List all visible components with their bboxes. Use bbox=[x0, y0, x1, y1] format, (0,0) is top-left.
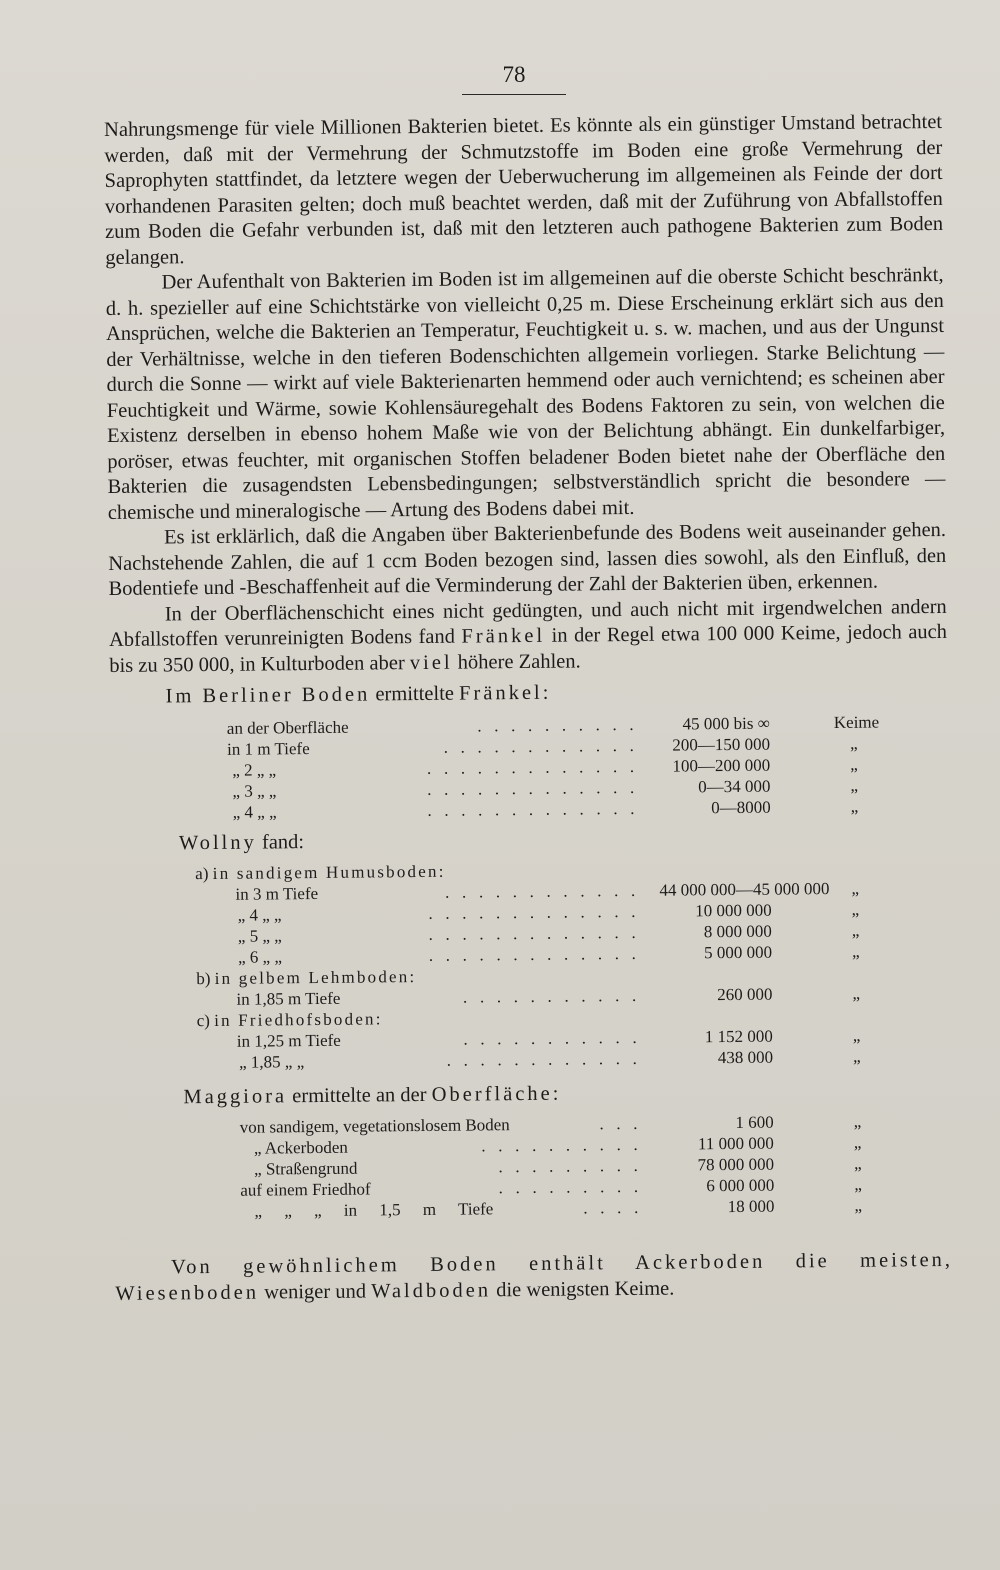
row-dots: . . . . . . . . . . . . bbox=[446, 1048, 642, 1070]
row-value: 100—200 000 bbox=[672, 755, 771, 776]
berlin-heading-a: Im Berliner Boden bbox=[165, 683, 371, 708]
row-dots: . . . . . . . . . . . . . bbox=[428, 901, 640, 923]
row-value: 1 600 bbox=[735, 1112, 774, 1132]
row-value: 8 000 000 bbox=[703, 921, 772, 942]
paragraph-2: Der Aufenthalt von Bakterien im Boden ist im allgemeinen auf die oberste Schicht beschränkt, d. h. spezieller auf eine Schichtstärke von vielleicht 0,25 m. Diese Erscheinung erklärt sich aus den Ansprüchen, welche die Bakterien an Temperatur, Feuchtigkeit u. s. w. machen, und aus der Ungunst der Verhältnisse, welche in den tieferen Bodenschichten allgemein vorliegen. Starke Belichtung — durch die Sonne — wirkt auf viele Bakterienarten hemmend oder auch vernichtend; es scheinen aber Feuchtigkeit und Wärme, sowie Kohlensäuregehalt des Bodens Faktoren zu sein, von welchen die Existenz derselben in ebenso hohem Maße wie von der Belichtung abhängt. Ein dunkelfarbiger, poröser, etwas feuchter, mit organischen Stoffen beladener Boden bietet nahe der Oberfläche den Bakterien die zusagendsten Lebensbedingungen; selbstverständlich spricht die besondere — chemische und mineralogische — Artung des Bodens dabei mit. bbox=[105, 263, 946, 524]
row-unit: „ bbox=[850, 775, 859, 795]
row-value: 260 000 bbox=[717, 984, 773, 1005]
berlin-heading-c: Fränkel: bbox=[458, 681, 552, 705]
row-unit: „ bbox=[851, 941, 860, 961]
row-unit: „ bbox=[853, 1132, 862, 1152]
row-unit: „ bbox=[854, 1174, 862, 1194]
row-dots: . . . . . . . . . . . . . bbox=[426, 756, 639, 778]
row-label: „ 1,85 „ „ bbox=[238, 1052, 305, 1072]
row-dots: . . . . . . . . . . . . . bbox=[428, 943, 641, 965]
row-dots: . . . . . . . . . . . . . bbox=[428, 922, 640, 944]
berlin-table bbox=[110, 711, 949, 824]
row-dots: . . . . . . . . . . . . . bbox=[427, 777, 639, 799]
page-body bbox=[104, 110, 953, 1307]
maggiora-heading-mid: ermittelte an der bbox=[286, 1083, 432, 1108]
row-dots: . . . . . . . . . . . bbox=[463, 1027, 641, 1049]
row-label: „ 5 „ „ bbox=[237, 926, 282, 946]
group-letter: a) bbox=[195, 863, 213, 884]
row-label: in 1 m Tiefe bbox=[226, 739, 310, 759]
row-unit: „ bbox=[851, 899, 860, 919]
wollny-heading-rest: fand: bbox=[256, 831, 305, 854]
row-label: in 3 m Tiefe bbox=[235, 883, 319, 904]
row-label: „ Ackerboden bbox=[253, 1137, 348, 1158]
row-dots: . . . bbox=[599, 1113, 642, 1134]
group-letter: b) bbox=[196, 968, 215, 989]
row-dots: . . . . . . . . . . . bbox=[462, 985, 641, 1007]
row-label: in 1,85 m Tiefe bbox=[236, 988, 341, 1009]
row-dots: . . . . . . . . . . bbox=[477, 714, 638, 736]
row-label: „ 4 „ „ bbox=[237, 905, 282, 925]
wollny-table-a bbox=[111, 877, 950, 969]
row-label: an der Oberfläche bbox=[226, 717, 349, 738]
row-unit: „ bbox=[852, 983, 861, 1003]
row-dots: . . . . . . . . . bbox=[498, 1176, 643, 1198]
row-value: 1 152 000 bbox=[704, 1026, 773, 1047]
row-unit: „ bbox=[850, 754, 858, 774]
closing-text-c: Waldboden bbox=[371, 1279, 492, 1303]
maggiora-table bbox=[114, 1110, 953, 1223]
row-label: auf einem Friedhof bbox=[240, 1179, 371, 1200]
berlin-heading bbox=[109, 675, 947, 711]
p4-text-b: in der Regel etwa 100 000 Keime, jedoch auch bis zu 350 000, in Kulturboden aber bbox=[109, 620, 948, 677]
row-unit: „ bbox=[850, 796, 859, 816]
page-number: 78 bbox=[462, 62, 566, 95]
row-unit: „ bbox=[849, 733, 858, 753]
row-value: 438 000 bbox=[717, 1047, 774, 1068]
row-unit: „ bbox=[854, 1195, 863, 1215]
group-letter: c) bbox=[196, 1010, 215, 1031]
row-value: 6 000 000 bbox=[706, 1175, 775, 1196]
row-dots: . . . . . . . . . . bbox=[481, 1134, 642, 1156]
paragraph-3: Es ist erklärlich, daß die Angaben über Bakterienbefunde des Bodens weit auseinander gehen. Nachstehende Zahlen, die auf 1 ccm Boden bezogen sind, lassen dies sowohl, als den Einfluß, den Bodentiefe und -Beschaffenheit auf die Verminderung der Zahl der Bakterien üben, erkennen. bbox=[108, 518, 947, 600]
maggiora-heading bbox=[113, 1076, 951, 1112]
row-unit: Keime bbox=[833, 712, 880, 733]
row-dots: . . . . bbox=[583, 1197, 643, 1218]
row-value: 200—150 000 bbox=[672, 734, 771, 755]
closing-text-b: weniger und bbox=[258, 1280, 372, 1304]
row-dots: . . . . . . . . . . . . bbox=[443, 735, 639, 757]
row-value: 5 000 000 bbox=[703, 942, 773, 963]
p4-text-c: höhere Zahlen. bbox=[452, 649, 581, 674]
row-unit: „ bbox=[851, 878, 860, 898]
row-label: von sandigem, vegetationslosem Boden bbox=[239, 1115, 510, 1137]
row-label: in 1,25 m Tiefe bbox=[236, 1030, 341, 1051]
row-value: 11 000 000 bbox=[697, 1133, 774, 1154]
group-title: in Friedhofsboden: bbox=[214, 1009, 383, 1030]
row-label: „ Straßengrund bbox=[254, 1158, 358, 1179]
row-dots: . . . . . . . . . . . . . bbox=[427, 798, 639, 820]
row-unit: „ bbox=[853, 1153, 862, 1173]
paragraph-4 bbox=[109, 594, 948, 679]
wollny-heading bbox=[111, 822, 949, 858]
paragraph-1: Nahrungsmenge für viele Millionen Bakterien bietet. Es könnte als ein günstiger Umstand betrachtet werden, daß mit der Vermehrung der Schmutzstoffe im Boden eine große Vermehrung der Saprophyten stattfindet, da letztere wegen der Ueberwucherung im allgemeinen als Feinde der dort vorhandenen Parasiten gelten; doch muß beachtet werden, daß mit der Zuführung von Abfallstoffen zum Boden die Gefahr verbunden ist, daß mit den letzteren auch pathogene Bakterien zum Boden gelangen. bbox=[104, 110, 944, 269]
row-dots: . . . . . . . . . bbox=[498, 1155, 643, 1177]
p4-text-a: In der Oberflächenschicht eines nicht gedüngten, und auch nicht mit irgendwelchen andern Abfallstoffen verunreinigten Bodens fand bbox=[108, 595, 947, 651]
row-unit: „ bbox=[851, 920, 860, 940]
group-title: in sandigem Humusboden: bbox=[212, 861, 446, 883]
group-title: in gelbem Lehmboden: bbox=[214, 967, 417, 988]
row-label: „ 2 „ „ bbox=[232, 760, 277, 780]
row-unit: „ bbox=[852, 1025, 861, 1045]
wollny-table-c bbox=[113, 1024, 951, 1074]
row-value: 44 000 000—45 000 000 bbox=[659, 879, 830, 900]
maggiora-heading-sp: Oberfläche: bbox=[431, 1082, 562, 1106]
row-unit: „ bbox=[853, 1111, 862, 1131]
closing-text-a: Von gewöhnlichem Boden enthält Ackerboden die meisten, Wiesenboden bbox=[115, 1248, 954, 1305]
row-value: 0—34 000 bbox=[698, 776, 771, 797]
wollny-heading-name: Wollny bbox=[178, 831, 257, 855]
row-value: 45 000 bis ∞ bbox=[682, 713, 770, 734]
row-label: „ 6 „ „ bbox=[237, 947, 283, 967]
row-value: 0—8000 bbox=[711, 797, 771, 818]
closing-paragraph bbox=[115, 1247, 953, 1307]
row-label: „ 3 „ „ bbox=[232, 781, 277, 801]
row-label: „ „ „ in 1,5 m Tiefe bbox=[254, 1199, 494, 1221]
row-label: „ 4 „ „ bbox=[232, 802, 277, 822]
berlin-heading-b: ermittelte bbox=[370, 682, 460, 706]
row-unit: „ bbox=[852, 1046, 861, 1066]
row-value: 10 000 000 bbox=[695, 900, 772, 921]
closing-text-d: die wenigsten Keime. bbox=[490, 1277, 675, 1302]
row-value: 18 000 bbox=[727, 1196, 775, 1217]
row-dots: . . . . . . . . . . . . bbox=[444, 880, 640, 902]
maggiora-heading-name: Maggiora bbox=[183, 1085, 288, 1109]
p4-viel: viel bbox=[409, 651, 453, 674]
p4-name: Fränkel bbox=[461, 624, 546, 648]
row-value: 78 000 000 bbox=[697, 1154, 775, 1175]
